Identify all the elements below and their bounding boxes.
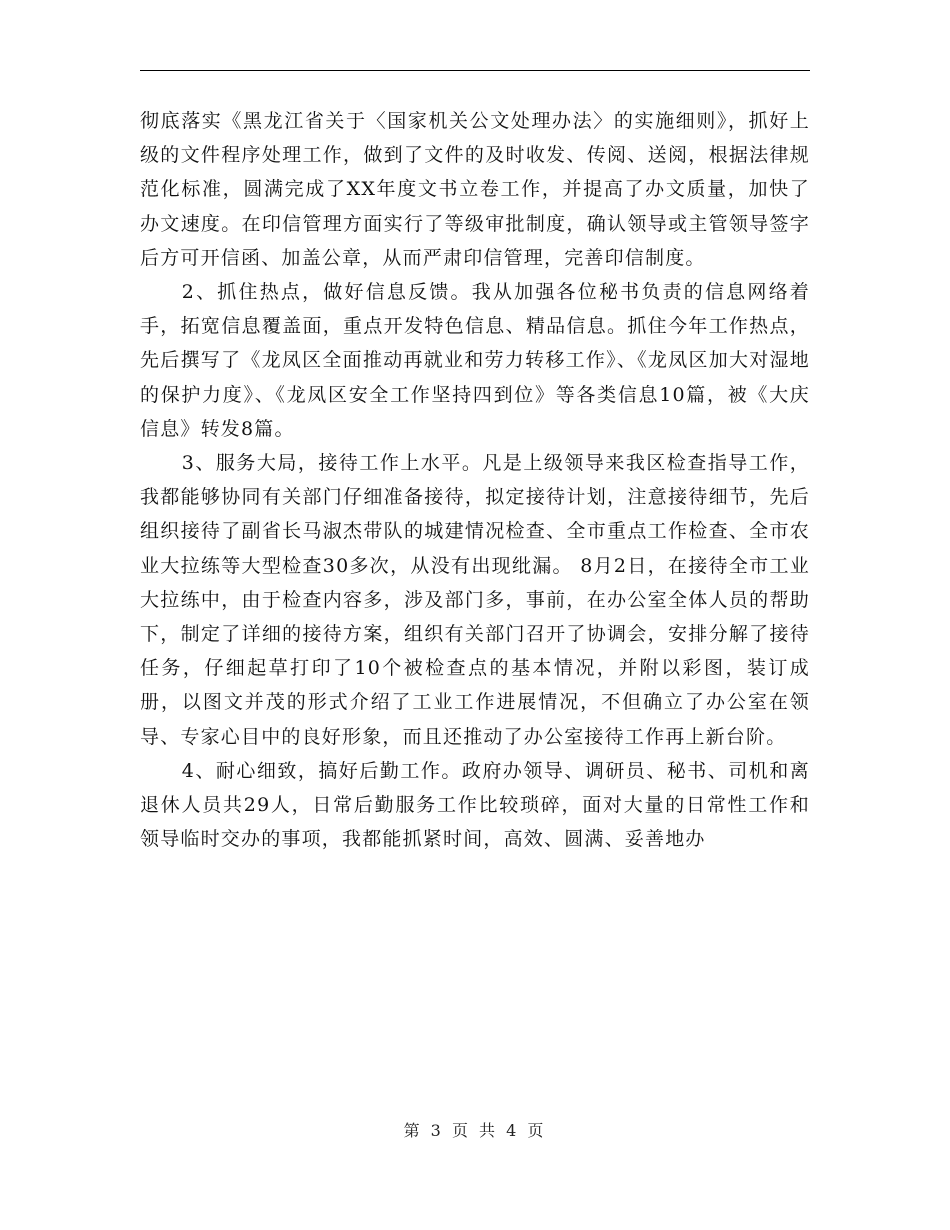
document-body <box>140 104 810 856</box>
header-rule <box>140 70 810 71</box>
page-number-footer: 第 3 页 共 4 页 <box>403 1121 547 1140</box>
paragraph-continuation: 彻底落实《黑龙江省关于〈国家机关公文处理办法〉的实施细则》，抓好上级的文件程序处理工作，做到了文件的及时收发、传阅、送阅，根据法律规范化标准，圆满完成了XX年度文书立卷工作，并提高了办文质量，加快了办文速度。在印信管理方面实行了等级审批制度，确认领导或主管领导签字后方可开信函、加盖公章，从而严肃印信管理，完善印信制度。 <box>140 110 810 269</box>
paragraph-item-2: 2、抓住热点，做好信息反馈。我从加强各位秘书负责的信息网络着手，拓宽信息覆盖面，重点开发特色信息、精品信息。抓住今年工作热点，先后撰写了《龙凤区全面推动再就业和劳力转移工作》、《龙凤区加大对湿地的保护力度》、《龙凤区安全工作坚持四到位》等各类信息10篇，被《大庆信息》转发8篇。 <box>140 281 810 440</box>
paragraph-item-3: 3、服务大局，接待工作上水平。凡是上级领导来我区检查指导工作，我都能够协同有关部门仔细准备接待，拟定接待计划，注意接待细节，先后组织接待了副省长马淑杰带队的城建情况检查、全市重点工作检查、全市农业大拉练等大型检查30多次，从没有出现纰漏。 8月2日，在接待全市工业大拉练中，由于检查内容多，涉及部门多，事前，在办公室全体人员的帮助下，制定了详细的接待方案，组织有关部门召开了协调会，安排分解了接待任务，仔细起草打印了10个被检查点的基本情况，并附以彩图，装订成册，以图文并茂的形式介绍了工业工作进展情况，不但确立了办公室在领导、专家心目中的良好形象，而且还推动了办公室接待工作再上新台阶。 <box>140 452 810 748</box>
paragraph-item-4: 4、耐心细致，搞好后勤工作。政府办领导、调研员、秘书、司机和离退休人员共29人，日常后勤服务工作比较琐碎，面对大量的日常性工作和领导临时交办的事项，我都能抓紧时间，高效、圆满、妥善地办 <box>140 759 810 851</box>
